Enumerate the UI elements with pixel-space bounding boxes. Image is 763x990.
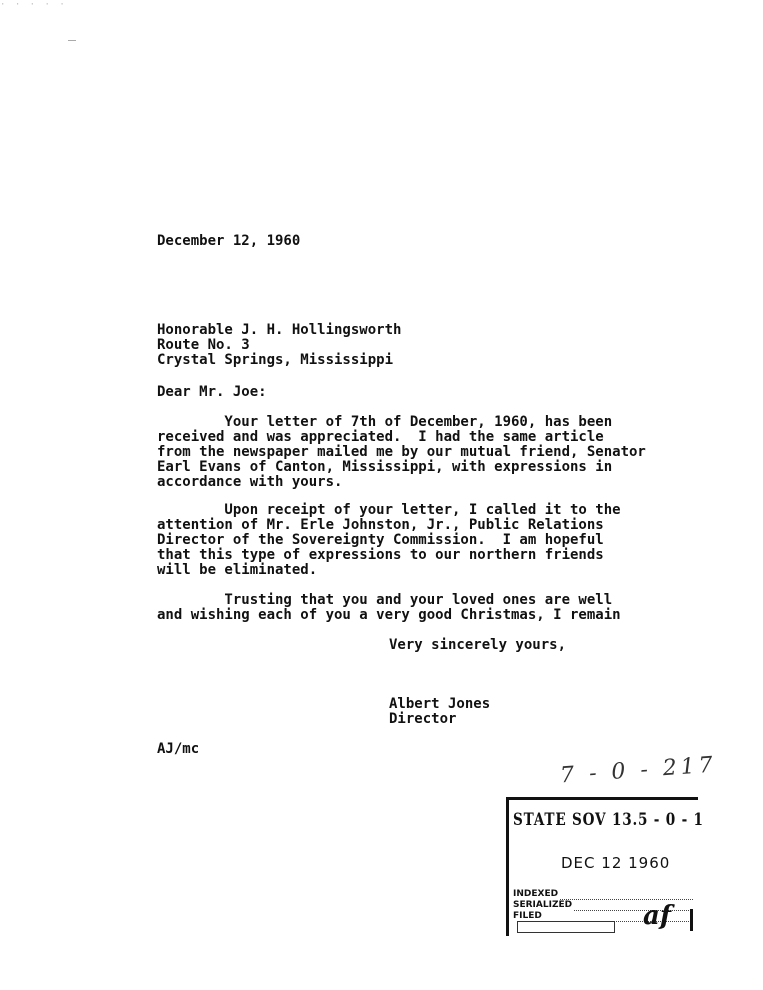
stamp-row-indexed — [513, 889, 693, 900]
scan-mark — [68, 40, 76, 41]
body-paragraph — [157, 593, 687, 623]
dotted-line — [560, 891, 693, 900]
salutation: Dear Mr. Joe: — [157, 384, 267, 400]
paragraph-line: received and was appreciated. I had the same article — [157, 429, 604, 445]
address-line: Honorable J. H. Hollingsworth — [157, 322, 402, 338]
paragraph-line: Earl Evans of Canton, Mississippi, with expressions in — [157, 459, 613, 475]
complimentary-closing: Very sincerely yours, — [389, 637, 567, 653]
stamp-handwritten-initials: af — [643, 901, 672, 931]
stamp-bar — [690, 909, 693, 931]
paragraph-line: and wishing each of you a very good Christmas, I remain — [157, 607, 621, 623]
address-line: Route No. 3 — [157, 337, 250, 353]
paragraph-line: Your letter of 7th of December, 1960, has been — [157, 414, 613, 430]
dotted-line — [574, 902, 693, 911]
stamp-label: SERIALIZED — [513, 900, 573, 910]
paragraph-line: will be eliminated. — [157, 562, 318, 578]
signer-name: Albert Jones — [389, 696, 491, 712]
stamp-box — [517, 921, 615, 933]
paragraph-line: attention of Mr. Erle Johnston, Jr., Public Relations — [157, 517, 604, 533]
paragraph-line: Director of the Sovereignty Commission. I am hopeful — [157, 532, 604, 548]
paragraph-line: from the newspaper mailed me by our mutual friend, Senator — [157, 444, 646, 460]
letter-date: December 12, 1960 — [157, 233, 301, 249]
body-paragraph — [157, 415, 687, 490]
paragraph-line: Trusting that you and your loved ones are well — [157, 592, 613, 608]
stamp-label: FILED — [513, 911, 542, 921]
signature-block — [389, 697, 490, 727]
paragraph-line: that this type of expressions to our northern friends — [157, 547, 604, 563]
paragraph-line: accordance with yours. — [157, 474, 343, 490]
stamp-date: DEC 12 1960 — [561, 854, 671, 872]
body-paragraph — [157, 503, 687, 578]
recipient-address — [157, 323, 401, 368]
address-line: Crystal Springs, Mississippi — [157, 352, 394, 368]
typist-initials: AJ/mc — [157, 741, 200, 757]
archive-stamp — [506, 797, 704, 936]
signer-title: Director — [389, 711, 457, 727]
stamp-header: STATE SOV 13.5 - 0 - 1 — [513, 810, 704, 830]
scan-edge-marks: · · · · · — [0, 0, 67, 10]
handwritten-file-number: 7 - 0 - 217 — [559, 752, 718, 789]
paragraph-line: Upon receipt of your letter, I called it to the — [157, 502, 621, 518]
stamp-label: INDEXED — [513, 889, 559, 899]
